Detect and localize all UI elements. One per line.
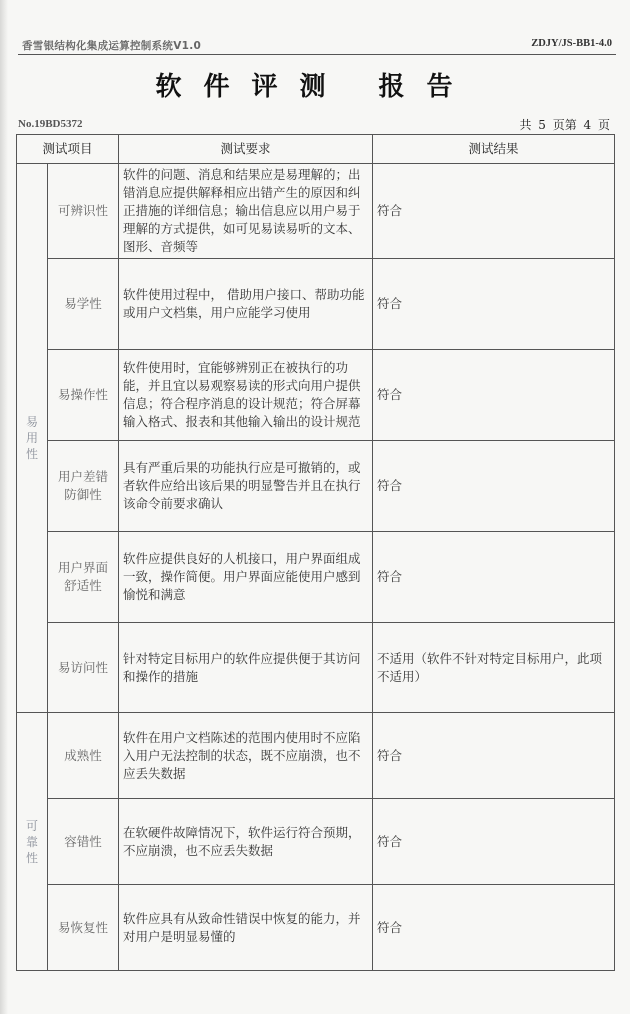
table-row [17, 259, 615, 350]
table-row [17, 623, 615, 713]
result-text: 符合 [373, 259, 615, 350]
system-name: 香雪银结构化集成运算控制系统V1.0 [22, 40, 202, 52]
header-requirement: 测试要求 [119, 135, 373, 164]
item-name: 可辨识性 [48, 164, 119, 259]
category-reliability: 可 靠 性 [17, 713, 48, 971]
requirement-text: 软件应具有从致命性错误中恢复的能力，并对用户是明显易懂的 [119, 885, 373, 971]
item-name: 易恢复性 [48, 885, 119, 971]
requirement-text: 软件使用时，宜能够辨别正在被执行的功能，并且宜以易观察易读的形式向用户提供信息；符合程序消息的设计规范；符合屏幕输入格式、报表和其他输入输出的设计规范 [119, 350, 373, 441]
result-text: 符合 [373, 532, 615, 623]
item-name: 用户界面 舒适性 [48, 532, 119, 623]
header-test-item: 测试项目 [17, 135, 119, 164]
result-text: 符合 [373, 164, 615, 259]
item-name: 用户差错 防御性 [48, 441, 119, 532]
table-row [17, 532, 615, 623]
result-text: 符合 [373, 885, 615, 971]
result-text: 符合 [373, 441, 615, 532]
binding-edge [0, 0, 8, 1014]
result-text: 符合 [373, 799, 615, 885]
item-name: 易操作性 [48, 350, 119, 441]
doc-number: No.19BD5372 [18, 118, 83, 130]
table-row [17, 164, 615, 259]
table-row [17, 350, 615, 441]
page-title: 软件评测 报告 [155, 72, 475, 102]
table-row [17, 713, 615, 799]
page-info: 共 5 页第 4 页 [519, 118, 610, 132]
result-text: 符合 [373, 713, 615, 799]
header-result: 测试结果 [373, 135, 615, 164]
requirement-text: 针对特定目标用户的软件应提供便于其访问和操作的措施 [119, 623, 373, 713]
item-name: 易学性 [48, 259, 119, 350]
result-text: 符合 [373, 350, 615, 441]
requirement-text: 软件应提供良好的人机接口，用户界面组成一致，操作简便。用户界面应能使用户感到愉悦和满意 [119, 532, 373, 623]
requirement-text: 在软硬件故障情况下，软件运行符合预期，不应崩溃，也不应丢失数据 [119, 799, 373, 885]
table-row [17, 885, 615, 971]
item-name: 成熟性 [48, 713, 119, 799]
doc-code: ZDJY/JS-BB1-4.0 [531, 38, 612, 49]
table-row [17, 441, 615, 532]
requirement-text: 软件的问题、消息和结果应是易理解的；出错消息应提供解释相应出错产生的原因和纠正措施的详细信息；输出信息应以用户易于理解的方式提供，如可见易读易听的文本、图形、音频等 [119, 164, 373, 259]
item-name: 容错性 [48, 799, 119, 885]
header-divider [18, 54, 616, 55]
item-name: 易访问性 [48, 623, 119, 713]
requirement-text: 软件在用户文档陈述的范围内使用时不应陷入用户无法控制的状态，既不应崩溃，也不应丢失数据 [119, 713, 373, 799]
table-row [17, 799, 615, 885]
table-header-row [17, 135, 615, 164]
requirement-text: 软件使用过程中， 借助用户接口、帮助功能或用户文档集，用户应能学习使用 [119, 259, 373, 350]
requirement-text: 具有严重后果的功能执行应是可撤销的，或者软件应给出该后果的明显警告并且在执行该命令前要求确认 [119, 441, 373, 532]
result-text: 不适用（软件不针对特定目标用户，此项不适用） [373, 623, 615, 713]
test-report-table [16, 134, 615, 971]
category-usability: 易 用 性 [17, 164, 48, 713]
